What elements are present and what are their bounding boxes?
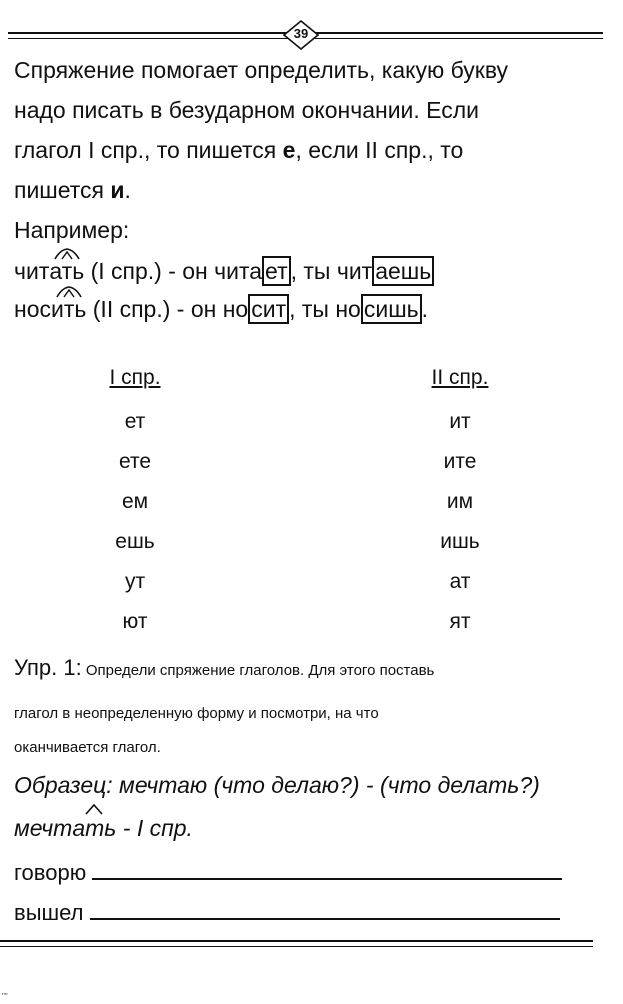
example-chitat [14, 258, 434, 285]
accented-ending [49, 258, 84, 284]
stress-mark-icon [80, 803, 108, 815]
ending-item: ут [124, 570, 146, 593]
ending-item: ят [449, 610, 471, 633]
boxed-ending: ет [262, 256, 291, 286]
intro-line-3 [14, 130, 594, 170]
sample-accented-ending [72, 815, 116, 841]
ending-item: ат [449, 570, 471, 593]
exercise-text-1: Определи спряжение глаголов. Для этого поставь [81, 662, 435, 679]
ending-item: ите [443, 450, 477, 473]
corner-mark: "" [2, 992, 8, 1001]
column-first-conjugation [75, 362, 195, 642]
accent-text: ить [51, 296, 87, 322]
intro-text: глагол I спр., то пишется [14, 137, 283, 163]
exercise-text-3: оканчивается глагол. [14, 739, 161, 756]
answer-blank-2[interactable] [90, 896, 560, 920]
exercise-text-2: глагол в неопределенную форму и посмотри, на что [14, 705, 379, 722]
sample-text: - I спр. [116, 815, 193, 841]
fill-row-2 [14, 896, 560, 926]
intro-text: . [124, 177, 131, 203]
footer-rule-thin [0, 946, 593, 947]
letter-i: и [110, 177, 125, 203]
intro-text: , если II спр., то [295, 137, 464, 163]
intro-paragraph [14, 50, 594, 250]
example-label: Например: [14, 217, 130, 243]
boxed-ending: сит [248, 294, 289, 324]
boxed-ending: аешь [372, 256, 434, 286]
intro-line-2: надо писать в безударном окончании. Если [14, 97, 480, 123]
letter-e: е [282, 137, 296, 163]
ending-item: ют [122, 610, 148, 633]
ending-item: ем [121, 490, 149, 513]
verb-stem: чит [14, 258, 50, 284]
intro-text: пишется [14, 177, 111, 203]
ending-item: ешь [115, 530, 155, 553]
column-head-i: I спр. [109, 366, 161, 389]
answer-blank-1[interactable] [92, 856, 562, 880]
fill-word-2: вышел [14, 900, 84, 925]
example-text: , ты чит [290, 258, 373, 284]
exercise-label: Упр. 1: [14, 655, 82, 680]
column-second-conjugation [400, 362, 520, 642]
sample-verb-stem: мечт [14, 815, 73, 841]
accented-ending [51, 296, 86, 322]
sample-line-2 [14, 815, 193, 842]
exercise-instruction [14, 655, 604, 681]
intro-line-4 [14, 170, 594, 210]
example-text: . [421, 296, 429, 322]
page-number-badge [283, 20, 319, 50]
fill-row-1 [14, 856, 562, 886]
accent-text: ать [72, 815, 117, 841]
ending-item: ет [124, 410, 146, 433]
example-text: , ты но [289, 296, 361, 322]
example-text: (I спр.) - он чита [84, 258, 263, 284]
example-nosit [14, 296, 428, 323]
ending-item: ете [118, 450, 152, 473]
page-number: 39 [293, 26, 309, 41]
accent-text: ать [49, 258, 85, 284]
footer-rule [0, 940, 593, 942]
intro-line-1: Спряжение помогает определить, какую букву [14, 57, 509, 83]
ending-item: ишь [440, 530, 480, 553]
column-head-ii: II спр. [431, 366, 489, 389]
ending-item: им [446, 490, 474, 513]
boxed-ending: сишь [361, 294, 422, 324]
ending-item: ит [449, 410, 471, 433]
example-text: (II спр.) - он но [86, 296, 249, 322]
fill-word-1: говорю [14, 860, 87, 885]
verb-stem: нос [14, 296, 51, 322]
sample-line-1: Образец: мечтаю (что делаю?) - (что делать?) [14, 772, 540, 798]
